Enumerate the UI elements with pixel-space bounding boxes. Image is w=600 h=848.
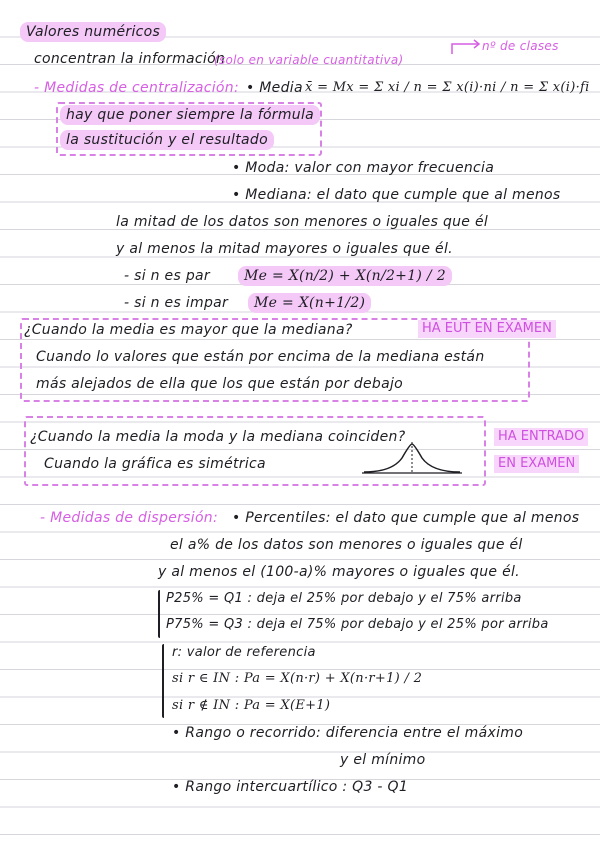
p25-definition: P25% = Q1 : deja el 25% por debajo y el 75% arriba [166,591,522,606]
box1-exam-tag: HA EUT EN EXAMEN [418,320,556,338]
quartiles-brace [158,590,160,638]
box2-exam-tag-1: HA ENTRADO [494,428,588,446]
r-in-naturals: si r ∈ IN : Pa = X(n·r) + X(n·r+1) / 2 [172,671,423,686]
moda-definition: • Moda: valor con mayor frecuencia [232,160,495,176]
dispersion-heading: - Medidas de dispersión: [40,510,218,526]
box1-question: ¿Cuando la media es mayor que la mediana? [24,322,353,338]
par-formula: Me = X(n/2) + X(n/2+1) / 2 [238,266,452,286]
media-formula: x̄ = Mx = Σ xi / n = Σ x(i)·ni / n = Σ x(i)·fi [305,80,590,95]
mediana-definition-3: y al menos la mitad mayores o iguales que él. [116,241,453,257]
impar-formula: Me = X(n+1/2) [248,293,371,313]
p75-definition: P75% = Q3 : deja el 75% por debajo y el 25% por arriba [166,617,549,632]
rango-definition-2: y el mínimo [340,752,426,768]
percentiles-definition-2: el a% de los datos son menores o iguales que él [170,537,523,553]
centralization-heading: - Medidas de centralización: [34,80,239,96]
percentiles-definition-3: y al menos el (100-a)% mayores o iguales que él. [158,564,520,580]
box2-question: ¿Cuando la media la moda y la mediana coinciden? [30,429,406,445]
mediana-definition-1: • Mediana: el dato que cumple que al menos [232,187,561,203]
symmetric-curve-icon [362,438,462,478]
intro-text: concentran la información [34,51,226,67]
percentiles-definition-1: • Percentiles: el dato que cumple que al menos [232,510,580,526]
mediana-definition-2: la mitad de los datos son menores o iguales que él [116,214,489,230]
rango-definition-1: • Rango o recorrido: diferencia entre el máximo [172,725,524,741]
formula-note-line2: la sustitución y el resultado [60,130,274,150]
r-not-in-naturals: si r ∉ IN : Pa = X(E+1) [172,698,331,713]
box1-answer-1: Cuando lo valores que están por encima de la mediana están [36,349,485,365]
impar-label: - si n es impar [124,295,229,311]
box2-answer: Cuando la gráfica es simétrica [44,456,266,472]
formula-note-line1: hay que poner siempre la fórmula [60,105,320,125]
intro-note: (solo en variable cuantitativa) [214,53,404,67]
reference-value: r: valor de referencia [172,645,316,660]
box1-answer-2: más alejados de ella que los que están por debajo [36,376,404,392]
rango-intercuartilico: • Rango intercuartílico : Q3 - Q1 [172,779,409,795]
par-label: - si n es par [124,268,210,284]
page-title: Valores numéricos [20,22,166,42]
classes-note: nº de clases [482,39,559,53]
box2-exam-tag-2: EN EXAMEN [494,455,579,473]
media-label: • Media [246,80,303,96]
reference-brace [162,644,164,718]
